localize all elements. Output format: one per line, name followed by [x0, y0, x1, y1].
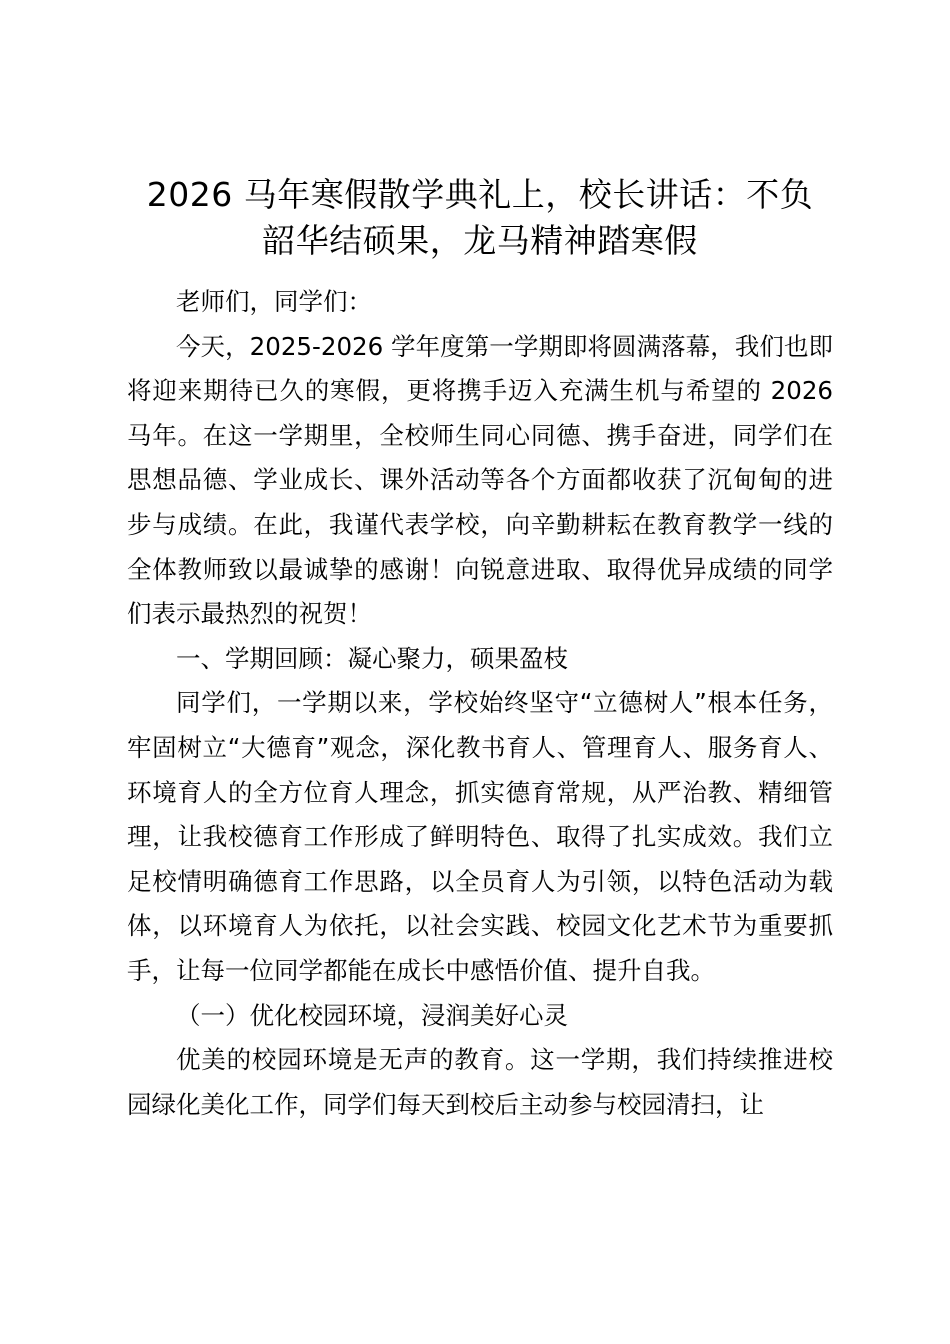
paragraph-review: 同学们，一学期以来，学校始终坚守“立德树人”根本任务，牢固树立“大德育”观念，深化教书育人、管理育人、服务育人、环境育人的全方位育人理念，抓实德育常规，从严治教、精细管理，让我校德育工作形成了鲜明特色、取得了扎实成效。我们立足校情明确德育工作思路，以全员育人为引领，以特色活动为载体，以环境育人为依托，以社会实践、校园文化艺术节为重要抓手，让每一位同学都能在成长中感悟价值、提升自我。 — [127, 688, 833, 985]
title-line-2: 韶华结硕果，龙马精神踏寒假 — [262, 221, 698, 260]
subsection-heading-1: （一）优化校园环境，浸润美好心灵 — [176, 1000, 568, 1030]
document-body — [127, 280, 833, 1127]
paragraph-intro: 今天，2025-2026 学年度第一学期即将圆满落幕，我们也即将迎来期待已久的寒假，更将携手迈入充满生机与希望的 2026 马年。在这一学期里，全校师生同心同德、携手奋进，同学们在思想品德、学业成长、课外活动等各个方面都收获了沉甸甸的进步与成绩。在此，我谨代表学校，向辛勤耕耘在教育教学一线的全体教师致以最诚挚的感谢！向锐意进取、取得优异成绩的同学们表示最热烈的祝贺！ — [127, 331, 833, 629]
paragraph-environment: 优美的校园环境是无声的教育。这一学期，我们持续推进校园绿化美化工作，同学们每天到校后主动参与校园清扫，让 — [127, 1045, 833, 1119]
title-line-1: 2026 马年寒假散学典礼上，校长讲话：不负 — [146, 175, 814, 214]
section-heading-1: 一、学期回顾：凝心聚力，硕果盈枝 — [176, 643, 568, 673]
greeting: 老师们，同学们： — [176, 287, 372, 316]
document-title — [120, 172, 840, 264]
